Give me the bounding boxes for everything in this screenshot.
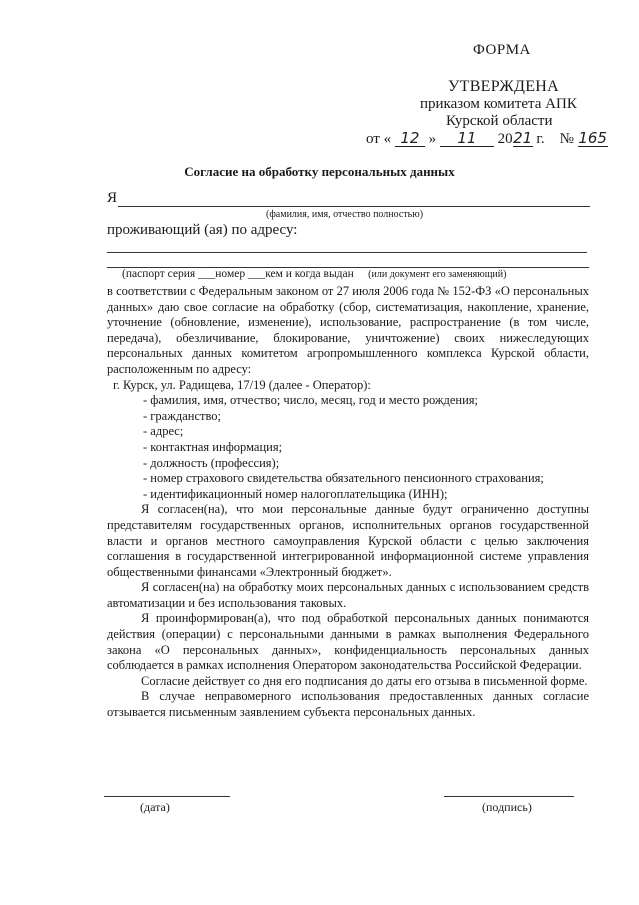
date-signature-line: [104, 796, 230, 797]
approved-heading: УТВЕРЖДЕНА: [448, 78, 560, 95]
form-label: ФОРМА: [473, 42, 531, 58]
passport-line: [122, 268, 506, 280]
date-prefix: от «: [366, 131, 392, 147]
order-line: приказом комитета АПК: [420, 96, 577, 112]
approval-month: 11: [440, 130, 494, 147]
consent-intro: в соответствии с Федеральным законом от 27 июля 2006 года № 152-ФЗ «О персональных данных» даю свое согласие на обработку (сбор, систематизация, накопление, хранение, уточнение (обновление, изменение), использование, распространение (в том числе, передача), обезличивание, блокирование, уничтожение) своих нижеследующих персональных данных комитетом агропромышленного комплекса Курской области, расположенным по адресу:: [107, 284, 589, 376]
date-close-quote: »: [428, 131, 437, 147]
number-sign: №: [559, 131, 574, 147]
list-item: - адрес;: [143, 424, 184, 439]
ya-label: Я: [107, 190, 118, 206]
passport-hint: (или документ его заменяющий): [368, 269, 507, 280]
signature-label: (подпись): [482, 800, 532, 814]
document-title: Согласие на обработку персональных данных: [184, 164, 455, 179]
personal-data-list: [107, 393, 589, 502]
consent-paragraph-access: Я согласен(на), что мои персональные данные будут ограниченно доступны представителям государственных органов, исполнительных органов государственной власти и органов местного самоуправления Курской области с целью заключения соглашения в государственной интегрированной информационной системе управления общественными финансами «Электронный бюджет».: [107, 502, 589, 579]
list-item: - контактная информация;: [143, 439, 283, 454]
approval-number: 165: [578, 129, 607, 147]
passport-label: (паспорт серия ___номер ___кем и когда выдан: [122, 268, 354, 280]
list-item: - номер страхового свидетельства обязательного пенсионного страхования;: [143, 471, 544, 486]
approval-day: 12: [395, 130, 425, 147]
consent-paragraph-automation: Я согласен(на) на обработку моих персональных данных с использованием средств автоматизации и без использования таковых.: [107, 580, 589, 610]
approval-date-line: [366, 130, 608, 148]
consent-paragraph-validity: Согласие действует со дня его подписания до даты его отзыва в письменной форме.: [141, 673, 588, 688]
list-item: - идентификационный номер налогоплательщика (ИНН);: [143, 486, 448, 501]
region-line: Курской области: [446, 113, 553, 129]
operator-address: г. Курск, ул. Радищева, 17/19 (далее - Оператор):: [113, 377, 371, 392]
list-item: - должность (профессия);: [143, 455, 280, 470]
consent-body: [107, 284, 589, 721]
consent-paragraph-revocation: В случае неправомерного использования предоставленных данных согласие отзывается письменным заявлением субъекта персональных данных.: [107, 689, 589, 720]
fio-hint: (фамилия, имя, отчество полностью): [266, 209, 424, 220]
approval-year: 21: [513, 129, 533, 147]
residing-label: проживающий (ая) по адресу:: [107, 222, 298, 238]
list-item: - гражданство;: [143, 408, 221, 423]
fio-field-line: [118, 206, 590, 207]
signature-line: [444, 796, 574, 797]
date-label: (дата): [140, 800, 170, 814]
consent-paragraph-informed: Я проинформирован(а), что под обработкой персональных данных понимаются действия (операции) с персональными данными в рамках выполнения Федерального закона «О персональных данных», конфиденциальность персональных данных соблюдается в рамках исполнения Оператором законодательства Российской Федерации.: [107, 611, 589, 673]
address-field-line-1: [107, 252, 587, 253]
year-unit: г.: [536, 131, 545, 147]
list-item: - фамилия, имя, отчество; число, месяц, год и место рождения;: [143, 393, 479, 408]
year-prefix: 20: [497, 131, 513, 147]
